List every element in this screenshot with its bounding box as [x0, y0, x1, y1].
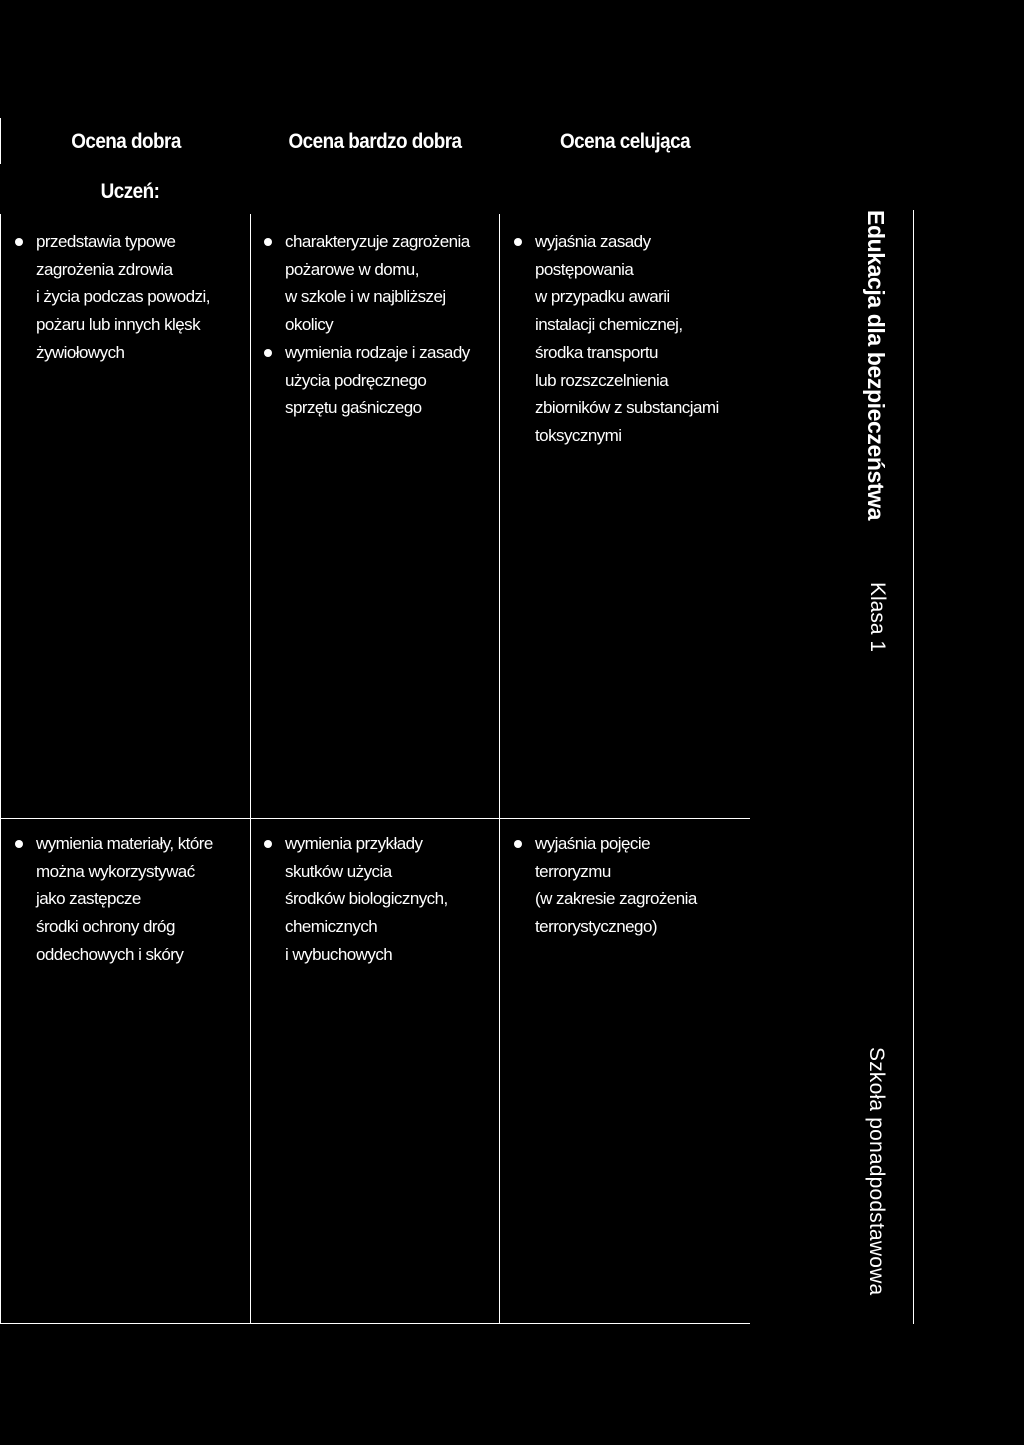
side-title: Edukacja dla bezpieczeństwa: [863, 210, 889, 521]
list-item: charakteryzuje zagrożenia pożarowe w domu, w szkole i w najbliższej okolicy: [264, 228, 496, 339]
list-item: wymienia materiały, które można wykorzystywać jako zastępcze środki ochrony dróg oddechowych i skóry: [15, 830, 247, 969]
cell-row1-excellent: [514, 228, 750, 450]
cell-row1-very-good: [264, 228, 496, 422]
header-very-good: Ocena bardzo dobra: [288, 130, 462, 153]
list-item: przedstawia typowe zagrożenia zdrowia i życia podczas powodzi, pożaru lub innych klęsk żywiołowych: [15, 228, 247, 367]
side-rule: [913, 210, 914, 1324]
left-edge-line: [0, 214, 1, 1324]
cell-row2-excellent: [514, 830, 750, 941]
list-item: wymienia rodzaje i zasady użycia podręcznego sprzętu gaśniczego: [264, 339, 496, 422]
list-item: wyjaśnia zasady postępowania w przypadku awarii instalacji chemicznej, środka transportu lub rozszczelnienia zbiorników z substancjami toksycznymi: [514, 228, 750, 450]
left-edge-line: [0, 118, 1, 164]
side-school-label: Szkoła ponadpodstawowa: [865, 1047, 888, 1296]
list-item: wyjaśnia pojęcie terroryzmu (w zakresie zagrożenia terrorystycznego): [514, 830, 750, 941]
subheader-student: Uczeń:: [100, 180, 160, 203]
row-divider: [0, 818, 750, 819]
column-divider: [499, 214, 500, 1324]
cell-row2-very-good: [264, 830, 496, 969]
header-good: Ocena dobra: [71, 130, 181, 153]
cell-row1-good: [15, 228, 247, 367]
column-divider: [250, 214, 251, 1324]
cell-row2-good: [15, 830, 247, 969]
list-item: wymienia przykłady skutków użycia środków biologicznych, chemicznych i wybuchowych: [264, 830, 496, 969]
header-excellent: Ocena celująca: [559, 130, 691, 153]
table-bottom-line: [0, 1323, 750, 1324]
side-class-label: Klasa 1: [866, 582, 889, 653]
